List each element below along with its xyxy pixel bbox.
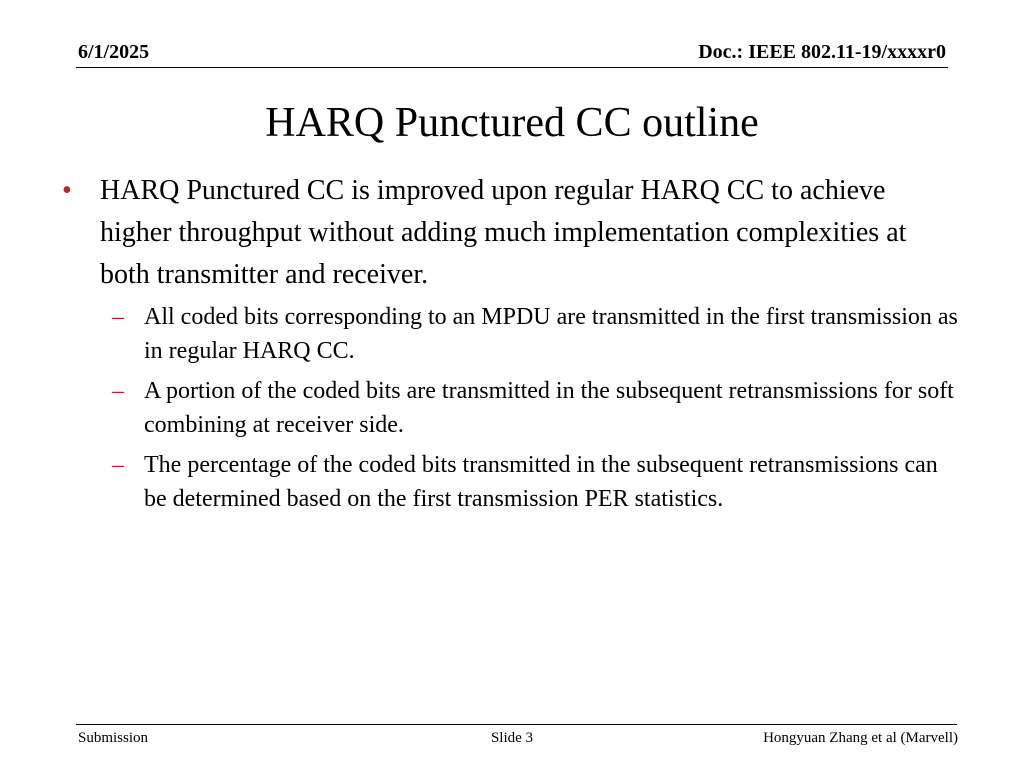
slide-title: HARQ Punctured CC outline [265,100,759,146]
header-doc-id: Doc.: IEEE 802.11-19/xxxxr0 [698,41,946,63]
bullet-text: HARQ Punctured CC is improved upon regular HARQ CC to achieve higher throughput without adding much implementation complexities at both transmitter and receiver. [100,175,907,290]
footer-divider [76,724,957,725]
bullet-marker: • [62,175,72,206]
slide-body [60,170,960,522]
sub-bullet-list [112,300,960,516]
footer-author: Hongyuan Zhang et al (Marvell) [763,730,958,746]
bullet-item [60,170,960,296]
sub-bullet-item [112,374,960,442]
sub-bullet-marker: – [112,378,124,404]
sub-bullet-text: All coded bits corresponding to an MPDU are transmitted in the first transmission as in regular HARQ CC. [144,304,958,364]
header-date: 6/1/2025 [78,41,150,63]
footer-submission: Submission [78,730,149,746]
sub-bullet-text: A portion of the coded bits are transmitted in the subsequent retransmissions for soft combining at receiver side. [144,378,954,438]
header-divider [76,67,948,68]
sub-bullet-item [112,300,960,368]
sub-bullet-item [112,448,960,516]
sub-bullet-marker: – [112,452,124,478]
sub-bullet-text: The percentage of the coded bits transmitted in the subsequent retransmissions can be determined based on the first transmission PER statistics. [144,452,938,512]
sub-bullet-marker: – [112,304,124,330]
footer-slide-number: Slide 3 [490,730,534,746]
